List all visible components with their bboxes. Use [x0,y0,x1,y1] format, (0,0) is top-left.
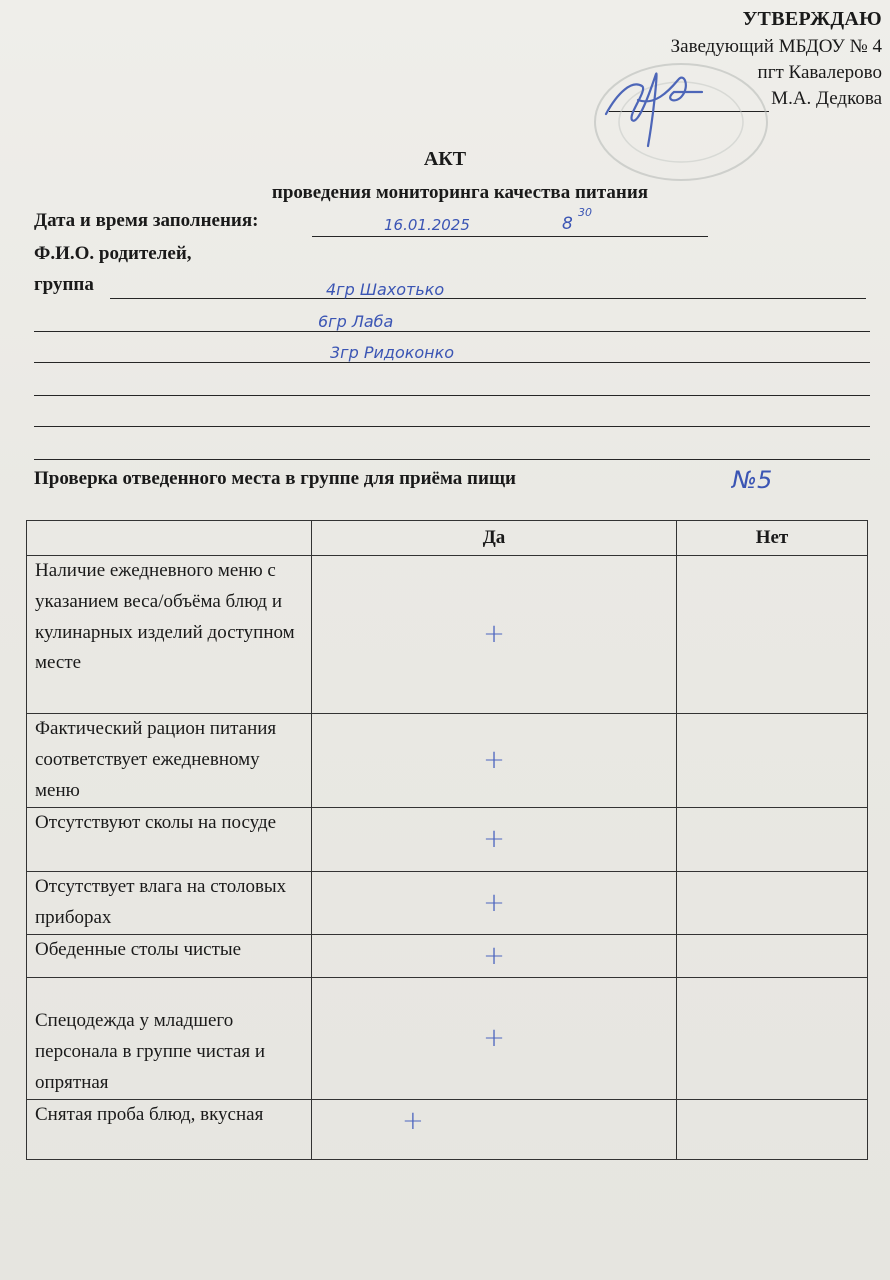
row-no-cell [677,1099,868,1159]
datetime-label: Дата и время заполнения: [34,210,259,231]
row-question: Фактический рацион питания соответствует ежедневному меню [27,714,312,808]
time-hour: 8 [562,214,573,234]
entry-line-3 [34,362,870,363]
document-title: АКТ [423,148,467,170]
yes-mark: + [483,745,505,776]
row-no-cell [677,556,868,714]
row-yes-cell [312,556,677,714]
entry-line-6 [34,459,870,460]
row-yes-cell [312,808,677,872]
parents-label: Ф.И.О. родителей, [34,243,192,264]
approval-title: УТВЕРЖДАЮ [742,8,882,30]
document-subtitle: проведения мониторинга качества питания [271,182,649,203]
yes-mark: + [483,1023,505,1054]
row-yes-cell [312,714,677,808]
group-label: группа [34,274,94,295]
row-no-cell [677,808,868,872]
checklist-table [26,520,868,1160]
row-no-cell [677,977,868,1099]
section-title: Проверка отведенного места в группе для приёма пищи [34,468,516,489]
entry-line-4 [34,395,870,396]
table-row [27,934,868,977]
header-cell-no: Нет [677,521,868,556]
table-row [27,808,868,872]
row-yes-cell [312,977,677,1099]
row-yes-cell [312,872,677,935]
parent-entry-1: 4гр Шахотько [326,280,445,299]
row-yes-cell [312,1099,677,1159]
yes-mark: + [483,887,505,918]
section-note: №5 [732,466,773,494]
row-no-cell [677,934,868,977]
parent-entry-3: 3гр Ридоконко [330,343,455,362]
header-cell-question [27,521,312,556]
table-row [27,872,868,935]
yes-mark: + [483,619,505,650]
row-question: Отсутствует влага на столовых приборах [27,872,312,935]
entry-line-1 [110,298,866,299]
entry-line-2 [34,331,870,332]
row-question: Отсутствуют сколы на посуде [27,808,312,872]
row-no-cell [677,872,868,935]
datetime-line [312,236,708,237]
row-question: Снятая проба блюд, вкусная [27,1099,312,1159]
approver-name: М.А. Дедкова [771,88,882,110]
yes-mark: + [483,940,505,971]
approver-locality: пгт Кавалерово [757,61,882,83]
entry-line-5 [34,426,870,427]
row-yes-cell [312,934,677,977]
row-no-cell [677,714,868,808]
date-value: 16.01.2025 [384,216,470,234]
row-question: Наличие ежедневного меню с указанием веса/объёма блюд и кулинарных изделий доступном месте [27,556,312,714]
row-question: Спецодежда у младшего персонала в группе чистая и опрятная [27,977,312,1099]
handwritten-signature [598,62,708,152]
header-cell-yes: Да [312,521,677,556]
approver-position: Заведующий МБДОУ № 4 [670,35,882,57]
parent-entry-2: 6гр Лаба [318,312,394,331]
table-row [27,556,868,714]
time-minutes: 30 [578,206,592,219]
table-row [27,1099,868,1159]
table-row [27,714,868,808]
table-header-row [27,521,868,556]
table-row [27,977,868,1099]
row-question: Обеденные столы чистые [27,934,312,977]
yes-mark: + [402,1105,424,1136]
yes-mark: + [483,824,505,855]
